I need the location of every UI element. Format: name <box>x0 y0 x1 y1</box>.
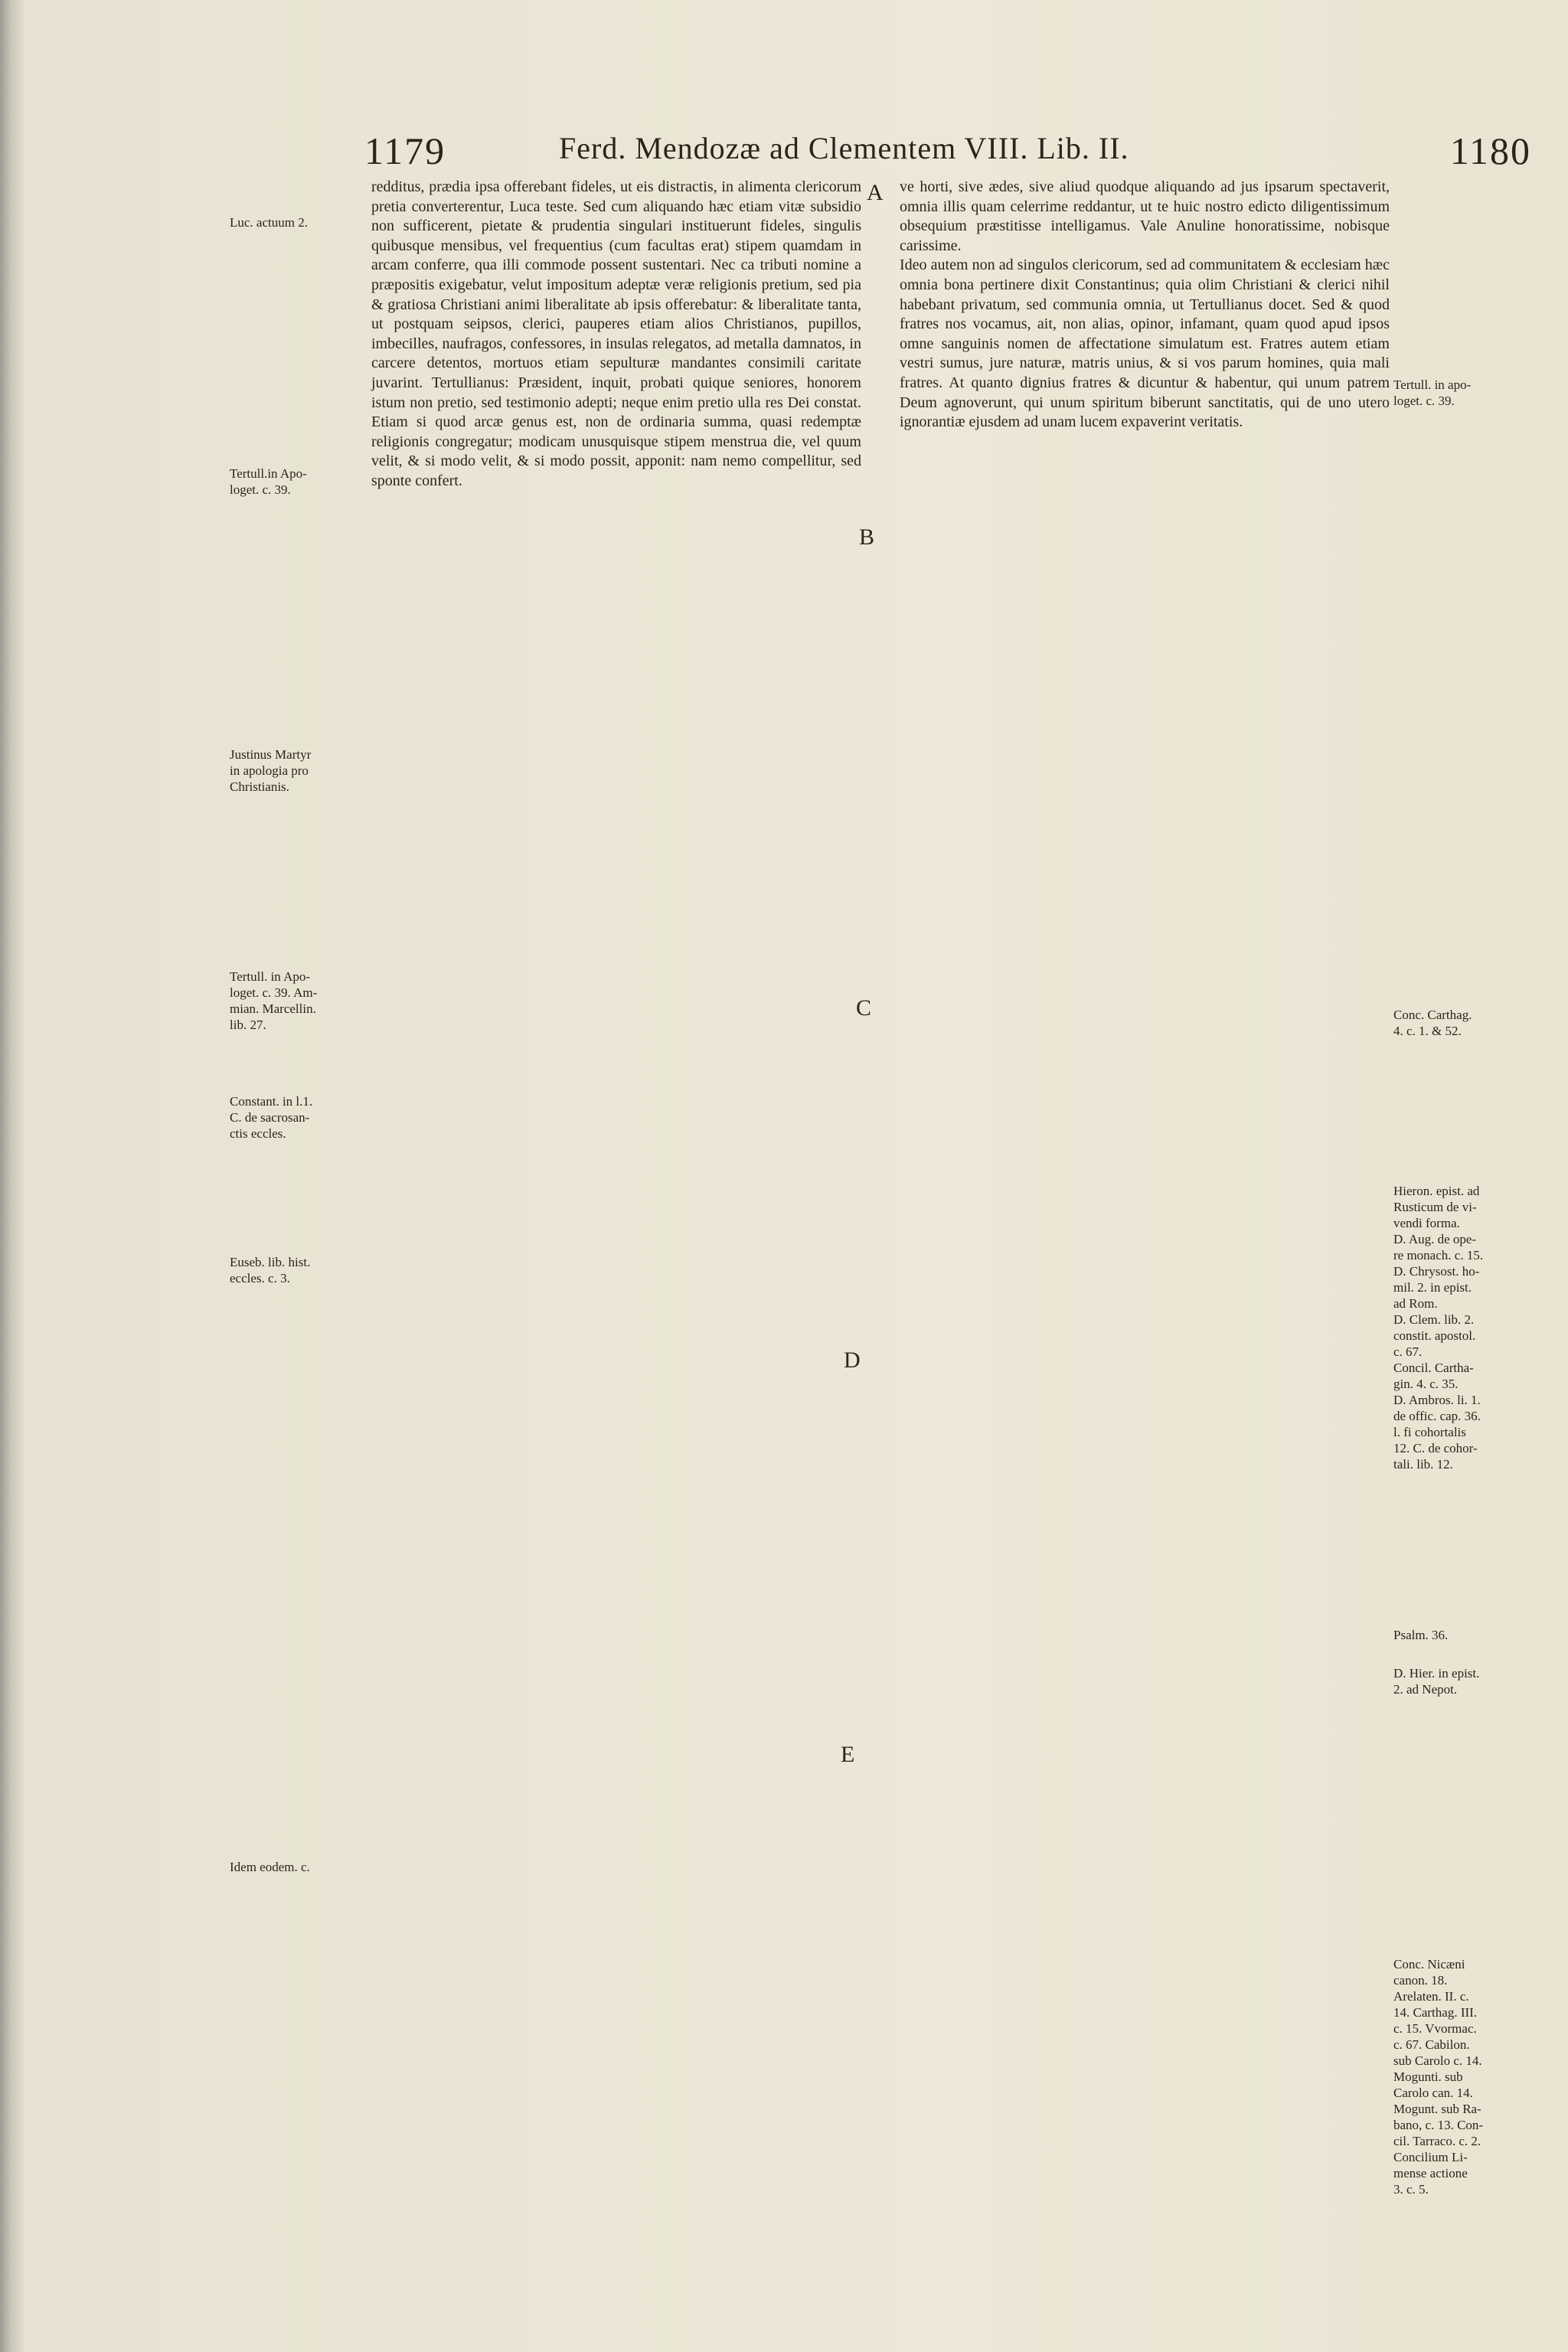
margin-note-left: Idem eodem. c. <box>230 1860 310 1874</box>
section-letter: A <box>867 180 884 205</box>
margin-note-right: Psalm. 36. <box>1393 1628 1449 1642</box>
running-head <box>364 129 1531 178</box>
margin-note-right: Tertull. in apo- loget. c. 39. <box>1393 377 1472 408</box>
margin-note-left: Constant. in l.1. C. de sacrosan- ctis eccles. <box>230 1094 313 1141</box>
margin-note-left: Luc. actuum 2. <box>230 215 308 230</box>
section-letter: D <box>844 1348 861 1373</box>
margin-note-right: Conc. Carthag. 4. c. 1. & 52. <box>1393 1008 1472 1038</box>
section-letter: B <box>859 524 875 550</box>
margin-note-left: Euseb. lib. hist. eccles. c. 3. <box>230 1255 311 1285</box>
page-number-left: 1179 <box>364 129 446 172</box>
margin-note-left: Tertull.in Apo- loget. c. 39. <box>230 466 307 497</box>
body-column-right: ve horti, sive ædes, sive aliud quodque aliquando ad jus ipsarum spectaverit, omnia illis quam celerrime reddantur, ut te huic nostro edicto diligentissimum obsequium præstitisse intelligamus. Vale Anuline honoratissime, nobisque carissime. Ideo autem non ad singulos clericorum, sed ad communitatem & ecclesiam hæc omnia bona pertinere dixit Constantinus; quia olim Christiani & clerici nihil habebant privatum, sed communia omnia, ut Tertullianus docet. Sed & quod fratres nos vocamus, ait, non alias, opinor, infamant, quam quod apud ipsos omne sanguinis nomen de affectatione simulatum est. Fratres autem etiam vestri sumus, jure naturæ, matris unius, & si vos parum homines, quia mali fratres. At quanto dignius fratres & dicuntur & habentur, qui unum patrem Deum agnoverunt, qui unum spiritum biberunt sanctitatis, qui de uno utero ignorantiæ ejusdem ad unam lucem expaverint veritatis. <box>900 178 1390 431</box>
margin-note-right: D. Hier. in epist. 2. ad Nepot. <box>1393 1666 1480 1697</box>
margin-note-left: Justinus Martyr in apologia pro Christianis. <box>230 747 312 794</box>
page-number-right: 1180 <box>1449 129 1531 172</box>
margin-note-right: Conc. Nicæni canon. 18. Arelaten. II. c. 14. Carthag. III. c. 15. Vvormac. c. 67. Cabilon. sub Carolo c. 14. Mogunti. sub Carolo can. 14. Mogunt. sub Ra- bano, c. 13. Con- cil. Tarraco. c. 2. Concilium Li- mense actione 3. c. 5. <box>1393 1957 1484 2197</box>
margin-note-right: Hieron. epist. ad Rusticum de vi- vendi forma. D. Aug. de ope- re monach. c. 15. D. Chrysost. ho- mil. 2. in epist. ad Rom. D. Clem. lib. 2. constit. apostol. c. 67. Concil. Cartha- gin. 4. c. 35. D. Ambros. li. 1. de offic. cap. 36. l. fi cohortalis 12. C. de cohor- tali. lib. 12. <box>1393 1184 1484 1472</box>
section-letter: C <box>856 995 872 1021</box>
section-letter: E <box>841 1742 855 1767</box>
margin-note-left: Tertull. in Apo- loget. c. 39. Am- mian. Marcellin. lib. 27. <box>230 969 318 1032</box>
body-column-left: redditus, prædia ipsa offerebant fideles, ut eis distractis, in alimenta clericorum pretia converterentur, Luca teste. Sed cum aliquando hæc etiam vitæ subsidio non sufficerent, pietate & prudentia singulari instituerunt fideles, singulis quibusque mensibus, vel frequentius (cum facultas erat) stipem quamdam in arcam conferre, qua illi commode possent sustentari. Nec ca tributi nomine a præpositis exigebatur, velut impositum adeptæ veræ religionis pretium, sed pia & gratiosa Christiani animi liberalitate ab ipsis offerebatur: & liberalitate tanta, ut postquam seipsos, clerici, pauperes etiam alios Christianos, pupillos, imbecilles, naufragos, confessores, in insulas relegatos, ad metalla damnatos, in carcere detentos, mortuos etiam sepulturæ mandantes consimili caritate juvarint. Tertullianus: Præsident, inquit, probati quique seniores, honorem istum non pretio, sed testimonio adepti; neque enim pretio ulla res Dei constat. Etiam si quod arcæ genus est, non de ordinaria summa, quasi redemptæ religionis congregatur; modicam unusquisque stipem menstrua die, vel quum velit, & si modo velit, & si modo possit, apponit: nam nemo compellitur, sed sponte confert. <box>371 178 861 489</box>
running-title: Ferd. Mendozæ ad Clementem VIII. Lib. II. <box>559 131 1129 165</box>
